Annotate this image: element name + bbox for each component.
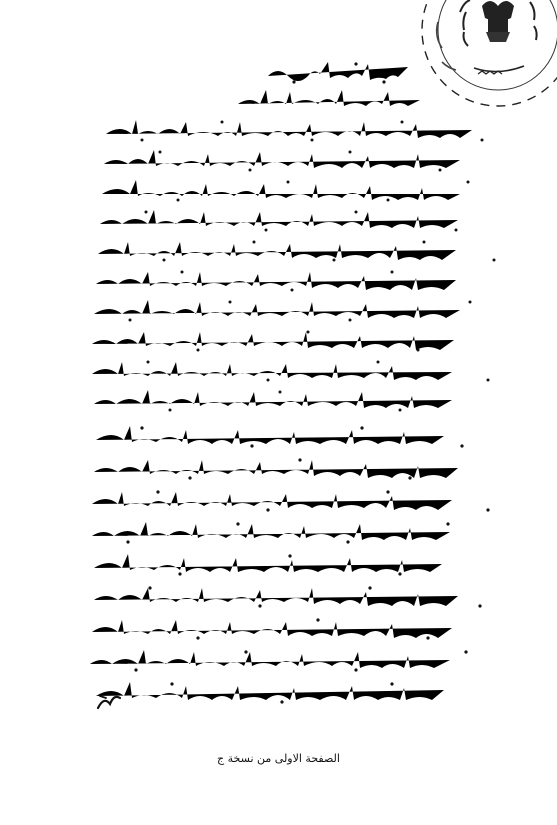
manuscript-line xyxy=(88,486,514,514)
manuscript-body xyxy=(84,70,514,720)
manuscript-line xyxy=(86,646,514,674)
manuscript-line xyxy=(94,236,514,264)
manuscript-basmala xyxy=(234,86,424,114)
manuscript-line xyxy=(90,296,514,324)
manuscript-line xyxy=(88,356,514,384)
page-caption: الصفحة الاولى من نسخة ج xyxy=(217,752,340,765)
manuscript-line xyxy=(98,176,514,204)
manuscript-heading xyxy=(264,58,414,86)
manuscript-line xyxy=(92,266,514,294)
manuscript-line xyxy=(90,582,514,610)
manuscript-line xyxy=(92,678,514,706)
manuscript-line xyxy=(88,518,514,546)
manuscript-line xyxy=(100,146,514,174)
manuscript-line xyxy=(90,550,514,578)
manuscript-line xyxy=(102,116,514,144)
emblem-icon xyxy=(482,1,514,42)
manuscript-line xyxy=(90,386,514,414)
marginal-mark xyxy=(94,688,124,714)
manuscript-line xyxy=(88,326,514,354)
manuscript-line xyxy=(96,206,514,234)
manuscript-line xyxy=(88,614,514,642)
manuscript-line xyxy=(92,422,514,450)
manuscript-line xyxy=(90,454,514,482)
